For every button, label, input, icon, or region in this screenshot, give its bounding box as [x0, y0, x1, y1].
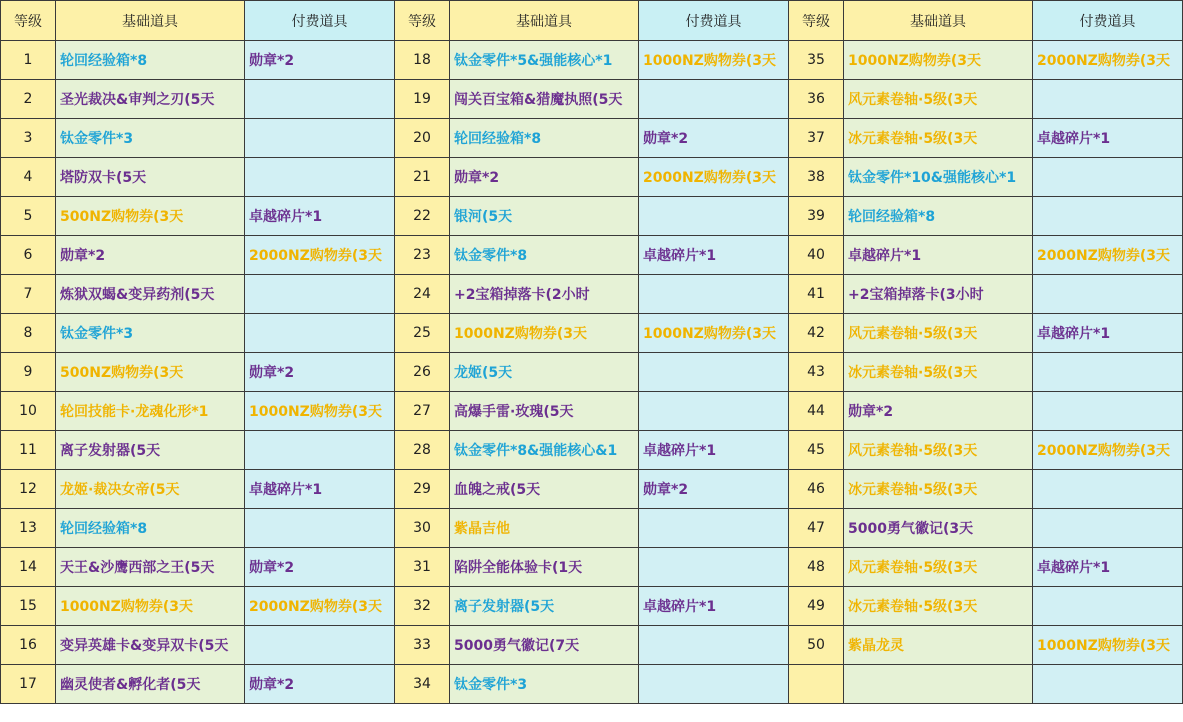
header-row	[1, 1, 1183, 41]
table-row	[1, 80, 1183, 119]
base-item-cell: 5000勇气徽记(3天	[844, 509, 1033, 548]
header-level: 等级	[789, 1, 844, 41]
paid-item-cell: 1000NZ购物券(3天	[245, 392, 395, 431]
level-cell: 13	[1, 509, 56, 548]
paid-item-cell	[245, 314, 395, 353]
paid-item-cell	[1033, 665, 1183, 704]
base-item-cell: 银河(5天	[450, 197, 639, 236]
base-item-cell: 1000NZ购物券(3天	[844, 41, 1033, 80]
level-cell: 45	[789, 431, 844, 470]
base-item-cell: 钛金零件*8	[450, 236, 639, 275]
table-row	[1, 119, 1183, 158]
base-item-cell: 龙姬(5天	[450, 353, 639, 392]
level-cell: 35	[789, 41, 844, 80]
base-item-cell: 5000勇气徽记(7天	[450, 626, 639, 665]
table-row	[1, 41, 1183, 80]
level-cell: 12	[1, 470, 56, 509]
table-row	[1, 392, 1183, 431]
level-cell: 49	[789, 587, 844, 626]
paid-item-cell	[1033, 392, 1183, 431]
level-cell: 33	[395, 626, 450, 665]
base-item-cell: 1000NZ购物券(3天	[450, 314, 639, 353]
paid-item-cell: 1000NZ购物券(3天	[639, 41, 789, 80]
base-item-cell: 冰元素卷轴·5级(3天	[844, 470, 1033, 509]
base-item-cell: 变异英雄卡&变异双卡(5天	[56, 626, 245, 665]
paid-item-cell: 2000NZ购物券(3天	[1033, 41, 1183, 80]
paid-item-cell: 卓越碎片*1	[639, 431, 789, 470]
base-item-cell: 钛金零件*3	[56, 314, 245, 353]
paid-item-cell	[639, 548, 789, 587]
table-row	[1, 509, 1183, 548]
base-item-cell: 炼狱双蝎&变异药剂(5天	[56, 275, 245, 314]
base-item-cell	[844, 665, 1033, 704]
level-cell: 48	[789, 548, 844, 587]
level-cell: 14	[1, 548, 56, 587]
base-item-cell: 钛金零件*3	[450, 665, 639, 704]
level-cell: 22	[395, 197, 450, 236]
paid-item-cell	[245, 275, 395, 314]
level-cell: 46	[789, 470, 844, 509]
header-level: 等级	[1, 1, 56, 41]
level-cell	[789, 665, 844, 704]
paid-item-cell: 卓越碎片*1	[245, 470, 395, 509]
paid-item-cell	[639, 509, 789, 548]
level-cell: 30	[395, 509, 450, 548]
paid-item-cell: 卓越碎片*1	[245, 197, 395, 236]
paid-item-cell	[1033, 509, 1183, 548]
paid-item-cell	[245, 119, 395, 158]
paid-item-cell: 勋章*2	[245, 41, 395, 80]
base-item-cell: 500NZ购物券(3天	[56, 353, 245, 392]
base-item-cell: 龙姬·裁决女帝(5天	[56, 470, 245, 509]
level-cell: 39	[789, 197, 844, 236]
level-cell: 40	[789, 236, 844, 275]
paid-item-cell	[639, 275, 789, 314]
paid-item-cell: 2000NZ购物券(3天	[1033, 431, 1183, 470]
base-item-cell: 轮回技能卡·龙魂化形*1	[56, 392, 245, 431]
base-item-cell: 钛金零件*10&强能核心*1	[844, 158, 1033, 197]
base-item-cell: 冰元素卷轴·5级(3天	[844, 353, 1033, 392]
table-row	[1, 587, 1183, 626]
table-row	[1, 548, 1183, 587]
level-cell: 3	[1, 119, 56, 158]
header-paid-items: 付费道具	[245, 1, 395, 41]
base-item-cell: 风元素卷轴·5级(3天	[844, 431, 1033, 470]
level-cell: 43	[789, 353, 844, 392]
base-item-cell: +2宝箱掉落卡(3小时	[844, 275, 1033, 314]
level-cell: 19	[395, 80, 450, 119]
table-row	[1, 158, 1183, 197]
paid-item-cell	[1033, 80, 1183, 119]
level-cell: 41	[789, 275, 844, 314]
level-cell: 2	[1, 80, 56, 119]
level-cell: 42	[789, 314, 844, 353]
paid-item-cell: 1000NZ购物券(3天	[1033, 626, 1183, 665]
base-item-cell: 离子发射器(5天	[450, 587, 639, 626]
table-row	[1, 275, 1183, 314]
level-cell: 1	[1, 41, 56, 80]
table-row	[1, 353, 1183, 392]
level-cell: 9	[1, 353, 56, 392]
level-cell: 32	[395, 587, 450, 626]
header-paid-items: 付费道具	[639, 1, 789, 41]
paid-item-cell: 勋章*2	[639, 470, 789, 509]
table-row	[1, 626, 1183, 665]
base-item-cell: 勋章*2	[844, 392, 1033, 431]
level-cell: 18	[395, 41, 450, 80]
header-base-items: 基础道具	[450, 1, 639, 41]
base-item-cell: 1000NZ购物券(3天	[56, 587, 245, 626]
level-cell: 20	[395, 119, 450, 158]
base-item-cell: +2宝箱掉落卡(2小时	[450, 275, 639, 314]
base-item-cell: 冰元素卷轴·5级(3天	[844, 119, 1033, 158]
table-row	[1, 665, 1183, 704]
base-item-cell: 轮回经验箱*8	[450, 119, 639, 158]
base-item-cell: 500NZ购物券(3天	[56, 197, 245, 236]
base-item-cell: 钛金零件*3	[56, 119, 245, 158]
paid-item-cell: 卓越碎片*1	[639, 236, 789, 275]
paid-item-cell	[639, 392, 789, 431]
paid-item-cell	[245, 431, 395, 470]
base-item-cell: 轮回经验箱*8	[56, 41, 245, 80]
header-base-items: 基础道具	[844, 1, 1033, 41]
level-cell: 29	[395, 470, 450, 509]
level-cell: 17	[1, 665, 56, 704]
level-cell: 47	[789, 509, 844, 548]
level-cell: 4	[1, 158, 56, 197]
paid-item-cell	[1033, 353, 1183, 392]
level-cell: 16	[1, 626, 56, 665]
base-item-cell: 紫晶龙灵	[844, 626, 1033, 665]
paid-item-cell: 勋章*2	[245, 665, 395, 704]
paid-item-cell	[639, 80, 789, 119]
level-cell: 26	[395, 353, 450, 392]
level-cell: 8	[1, 314, 56, 353]
level-cell: 11	[1, 431, 56, 470]
paid-item-cell	[639, 197, 789, 236]
paid-item-cell: 2000NZ购物券(3天	[245, 236, 395, 275]
base-item-cell: 勋章*2	[56, 236, 245, 275]
level-cell: 50	[789, 626, 844, 665]
base-item-cell: 风元素卷轴·5级(3天	[844, 80, 1033, 119]
paid-item-cell	[639, 626, 789, 665]
base-item-cell: 塔防双卡(5天	[56, 158, 245, 197]
base-item-cell: 血魄之戒(5天	[450, 470, 639, 509]
level-cell: 24	[395, 275, 450, 314]
paid-item-cell: 勋章*2	[245, 548, 395, 587]
table-row	[1, 470, 1183, 509]
paid-item-cell: 2000NZ购物券(3天	[1033, 236, 1183, 275]
level-cell: 36	[789, 80, 844, 119]
header-base-items: 基础道具	[56, 1, 245, 41]
base-item-cell: 风元素卷轴·5级(3天	[844, 314, 1033, 353]
level-cell: 21	[395, 158, 450, 197]
paid-item-cell: 卓越碎片*1	[1033, 119, 1183, 158]
paid-item-cell: 1000NZ购物券(3天	[639, 314, 789, 353]
level-cell: 38	[789, 158, 844, 197]
table-row	[1, 236, 1183, 275]
paid-item-cell: 卓越碎片*1	[1033, 548, 1183, 587]
base-item-cell: 轮回经验箱*8	[56, 509, 245, 548]
level-cell: 10	[1, 392, 56, 431]
level-cell: 27	[395, 392, 450, 431]
paid-item-cell	[639, 353, 789, 392]
base-item-cell: 天王&沙鹰西部之王(5天	[56, 548, 245, 587]
base-item-cell: 陷阱全能体验卡(1天	[450, 548, 639, 587]
level-cell: 44	[789, 392, 844, 431]
paid-item-cell: 勋章*2	[639, 119, 789, 158]
base-item-cell: 轮回经验箱*8	[844, 197, 1033, 236]
paid-item-cell: 2000NZ购物券(3天	[639, 158, 789, 197]
paid-item-cell	[1033, 587, 1183, 626]
paid-item-cell	[1033, 197, 1183, 236]
level-cell: 31	[395, 548, 450, 587]
base-item-cell: 幽灵使者&孵化者(5天	[56, 665, 245, 704]
paid-item-cell	[1033, 275, 1183, 314]
level-cell: 7	[1, 275, 56, 314]
base-item-cell: 圣光裁决&审判之刃(5天	[56, 80, 245, 119]
base-item-cell: 离子发射器(5天	[56, 431, 245, 470]
header-level: 等级	[395, 1, 450, 41]
level-cell: 34	[395, 665, 450, 704]
base-item-cell: 勋章*2	[450, 158, 639, 197]
paid-item-cell	[245, 80, 395, 119]
level-cell: 37	[789, 119, 844, 158]
table-row	[1, 197, 1183, 236]
paid-item-cell	[1033, 158, 1183, 197]
paid-item-cell	[639, 665, 789, 704]
base-item-cell: 闯关百宝箱&猎魔执照(5天	[450, 80, 639, 119]
paid-item-cell	[245, 626, 395, 665]
paid-item-cell	[245, 509, 395, 548]
level-cell: 25	[395, 314, 450, 353]
base-item-cell: 钛金零件*8&强能核心&1	[450, 431, 639, 470]
level-cell: 28	[395, 431, 450, 470]
table-row	[1, 431, 1183, 470]
base-item-cell: 高爆手雷·玫瑰(5天	[450, 392, 639, 431]
base-item-cell: 钛金零件*5&强能核心*1	[450, 41, 639, 80]
level-cell: 6	[1, 236, 56, 275]
header-paid-items: 付费道具	[1033, 1, 1183, 41]
paid-item-cell	[1033, 470, 1183, 509]
base-item-cell: 冰元素卷轴·5级(3天	[844, 587, 1033, 626]
paid-item-cell: 勋章*2	[245, 353, 395, 392]
level-cell: 15	[1, 587, 56, 626]
paid-item-cell: 2000NZ购物券(3天	[245, 587, 395, 626]
table-row	[1, 314, 1183, 353]
level-cell: 23	[395, 236, 450, 275]
level-cell: 5	[1, 197, 56, 236]
base-item-cell: 紫晶吉他	[450, 509, 639, 548]
paid-item-cell: 卓越碎片*1	[1033, 314, 1183, 353]
paid-item-cell: 卓越碎片*1	[639, 587, 789, 626]
base-item-cell: 卓越碎片*1	[844, 236, 1033, 275]
base-item-cell: 风元素卷轴·5级(3天	[844, 548, 1033, 587]
paid-item-cell	[245, 158, 395, 197]
